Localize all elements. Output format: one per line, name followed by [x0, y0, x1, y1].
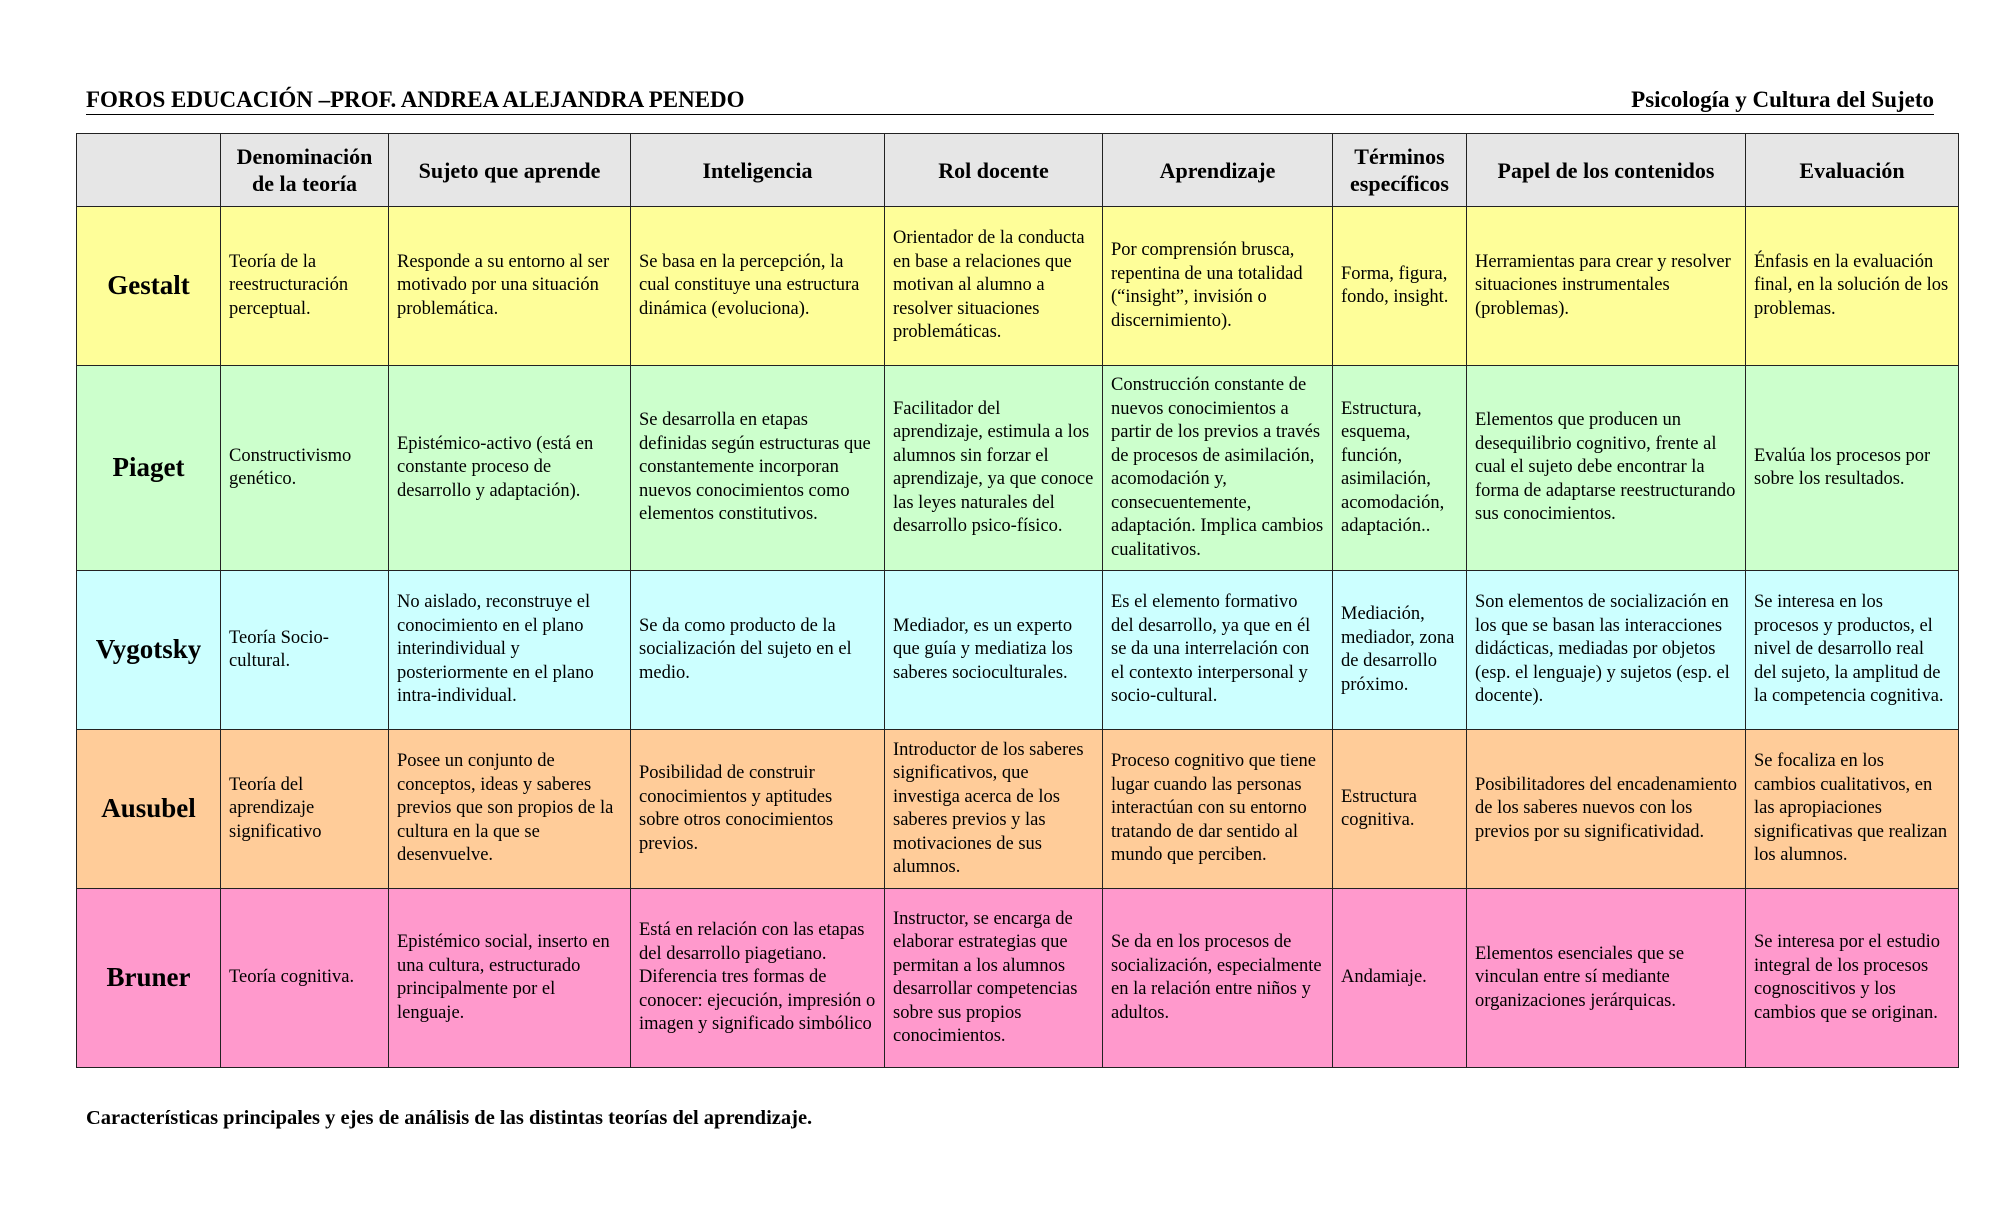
table-cell: No aislado, reconstruye el conocimiento en el plano interindividual y posteriormente en el plano intra-individual.	[389, 571, 631, 730]
table-cell: Teoría del aprendizaje significativo	[221, 730, 389, 889]
table-cell: Se interesa en los procesos y productos, el nivel de desarrollo real del sujeto, la amplitud de la competencia cognitiva.	[1746, 571, 1959, 730]
table-cell: Mediador, es un experto que guía y mediatiza los saberes socioculturales.	[885, 571, 1103, 730]
table-cell: Proceso cognitivo que tiene lugar cuando las personas interactúan con su entorno tratando de dar sentido al mundo que perciben.	[1103, 730, 1333, 889]
table-cell: Responde a su entorno al ser motivado por una situación problemática.	[389, 207, 631, 366]
table-cell: Se interesa por el estudio integral de los procesos cognoscitivos y los cambios que se originan.	[1746, 889, 1959, 1068]
document-author-title: FOROS EDUCACIÓN –PROF. ANDREA ALEJANDRA PENEDO	[86, 87, 745, 112]
table-cell: Se focaliza en los cambios cualitativos, en las apropiaciones significativas que realizan los alumnos.	[1746, 730, 1959, 889]
table-cell: Introductor de los saberes significativos, que investiga acerca de los saberes previos y las motivaciones de sus alumnos.	[885, 730, 1103, 889]
theories-comparison-table	[76, 133, 1959, 1068]
table-cell: Elementos esenciales que se vinculan entre sí mediante organizaciones jerárquicas.	[1467, 889, 1746, 1068]
table-cell: Teoría cognitiva.	[221, 889, 389, 1068]
table-cell: Andamiaje.	[1333, 889, 1467, 1068]
header-cell-terminos: Términos específicos	[1333, 134, 1467, 207]
table-cell: Orientador de la conducta en base a relaciones que motivan al alumno a resolver situaciones problemáticas.	[885, 207, 1103, 366]
table-cell: Instructor, se encarga de elaborar estrategias que permitan a los alumnos desarrollar competencias sobre sus propios conocimientos.	[885, 889, 1103, 1068]
theory-name-cell: Vygotsky	[77, 571, 221, 730]
theory-name-cell: Bruner	[77, 889, 221, 1068]
header-cell-aprendizaje: Aprendizaje	[1103, 134, 1333, 207]
table-cell: Posibilitadores del encadenamiento de los saberes nuevos con los previos por su significatividad.	[1467, 730, 1746, 889]
page-header	[86, 84, 1934, 115]
table-cell: Teoría de la reestructuración perceptual.	[221, 207, 389, 366]
header-cell-contenidos: Papel de los contenidos	[1467, 134, 1746, 207]
table-cell: Posee un conjunto de conceptos, ideas y saberes previos que son propios de la cultura en la que se desenvuelve.	[389, 730, 631, 889]
table-cell: Forma, figura, fondo, insight.	[1333, 207, 1467, 366]
table-row-piaget	[77, 366, 1959, 571]
header-cell-evaluacion: Evaluación	[1746, 134, 1959, 207]
table-row-vygotsky	[77, 571, 1959, 730]
table-cell: Constructivismo genético.	[221, 366, 389, 571]
table-cell: Se desarrolla en etapas definidas según estructuras que constantemente incorporan nuevos conocimientos como elementos constitutivos.	[631, 366, 885, 571]
table-cell: Énfasis en la evaluación final, en la solución de los problemas.	[1746, 207, 1959, 366]
table-header-row	[77, 134, 1959, 207]
table-row-ausubel	[77, 730, 1959, 889]
table-cell: Se da como producto de la socialización del sujeto en el medio.	[631, 571, 885, 730]
table-cell: Construcción constante de nuevos conocimientos a partir de los previos a través de procesos de asimilación, acomodación y, consecuentemente, adaptación. Implica cambios cualitativos.	[1103, 366, 1333, 571]
table-row-bruner	[77, 889, 1959, 1068]
theory-name-cell: Piaget	[77, 366, 221, 571]
header-cell-denominacion: Denominación de la teoría	[221, 134, 389, 207]
header-cell-inteligencia: Inteligencia	[631, 134, 885, 207]
table-cell: Posibilidad de construir conocimientos y aptitudes sobre otros conocimientos previos.	[631, 730, 885, 889]
table-cell: Por comprensión brusca, repentina de una totalidad (“insight”, invisión o discernimiento).	[1103, 207, 1333, 366]
table-cell: Estructura cognitiva.	[1333, 730, 1467, 889]
table-cell: Son elementos de socialización en los que se basan las interacciones didácticas, mediadas por objetos (esp. el lenguaje) y sujetos (esp. el docente).	[1467, 571, 1746, 730]
table-cell: Epistémico social, inserto en una cultura, estructurado principalmente por el lenguaje.	[389, 889, 631, 1068]
table-cell: Herramientas para crear y resolver situaciones instrumentales (problemas).	[1467, 207, 1746, 366]
table-cell: Es el elemento formativo del desarrollo, ya que en él se da una interrelación con el contexto interpersonal y socio-cultural.	[1103, 571, 1333, 730]
table-row-gestalt	[77, 207, 1959, 366]
table-cell: Teoría Socio-cultural.	[221, 571, 389, 730]
table-cell: Estructura, esquema, función, asimilación, acomodación, adaptación..	[1333, 366, 1467, 571]
table-caption: Características principales y ejes de análisis de las distintas teorías del aprendizaje.	[86, 1107, 813, 1129]
table-cell: Mediación, mediador, zona de desarrollo próximo.	[1333, 571, 1467, 730]
theory-name-cell: Gestalt	[77, 207, 221, 366]
header-cell-blank	[77, 134, 221, 207]
header-cell-sujeto: Sujeto que aprende	[389, 134, 631, 207]
table-cell: Evalúa los procesos por sobre los resultados.	[1746, 366, 1959, 571]
theory-name-cell: Ausubel	[77, 730, 221, 889]
document-subject-title: Psicología y Cultura del Sujeto	[1631, 87, 1934, 112]
table-cell: Se basa en la percepción, la cual constituye una estructura dinámica (evoluciona).	[631, 207, 885, 366]
table-cell: Elementos que producen un desequilibrio cognitivo, frente al cual el sujeto debe encontrar la forma de adaptarse reestructurando sus conocimientos.	[1467, 366, 1746, 571]
header-cell-rol-docente: Rol docente	[885, 134, 1103, 207]
table-cell: Está en relación con las etapas del desarrollo piagetiano. Diferencia tres formas de conocer: ejecución, impresión o imagen y significado simbólico	[631, 889, 885, 1068]
table-cell: Facilitador del aprendizaje, estimula a los alumnos sin forzar el aprendizaje, ya que conoce las leyes naturales del desarrollo psico-físico.	[885, 366, 1103, 571]
table-cell: Epistémico-activo (está en constante proceso de desarrollo y adaptación).	[389, 366, 631, 571]
table-cell: Se da en los procesos de socialización, especialmente en la relación entre niños y adultos.	[1103, 889, 1333, 1068]
